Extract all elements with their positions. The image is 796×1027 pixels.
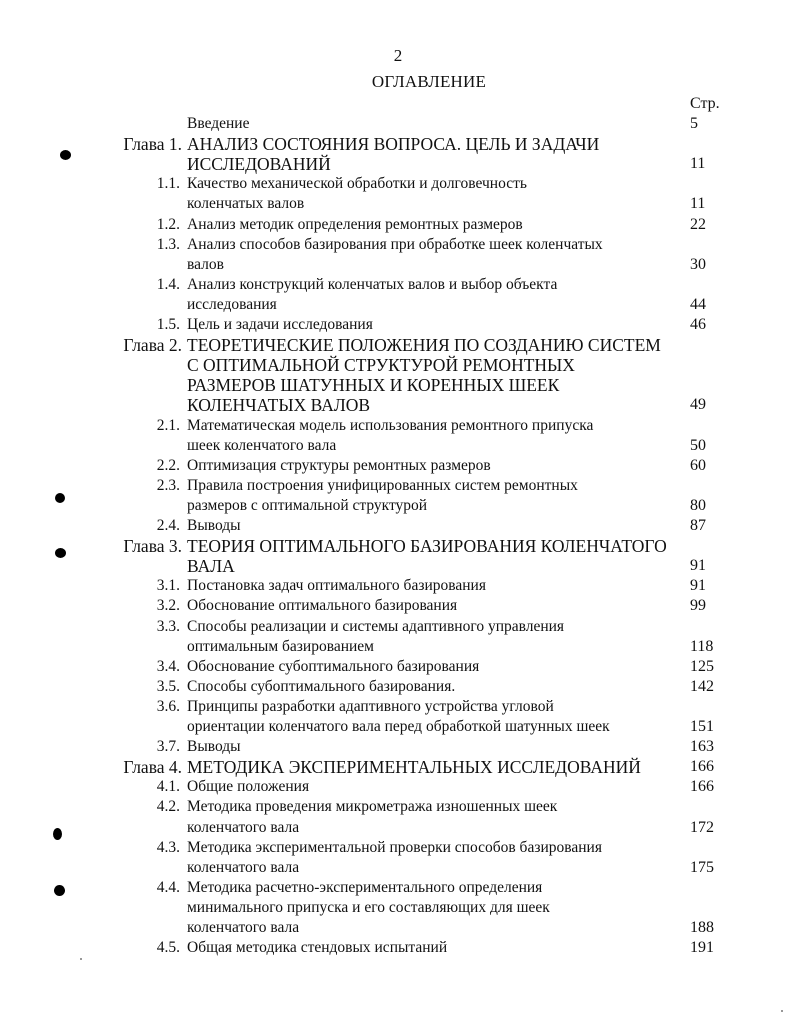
section-number: 3.4. [156, 658, 180, 675]
chapter-title: ВАЛА [187, 556, 235, 576]
page-ref: 125 [690, 658, 714, 675]
section-number: 4.2. [156, 798, 180, 815]
chapter-title: ТЕОРИЯ ОПТИМАЛЬНОГО БАЗИРОВАНИЯ КОЛЕНЧАТОГО [187, 536, 667, 556]
page-ref: 11 [690, 155, 706, 172]
page-ref: 22 [690, 216, 706, 233]
page-ref: 30 [690, 256, 706, 273]
binder-hole-mark [55, 493, 65, 503]
binder-hole-mark [54, 885, 65, 896]
page-ref: 99 [690, 597, 706, 614]
chapter-label: Глава 2. [123, 335, 182, 355]
page-ref: 60 [690, 457, 706, 474]
section-title: шеек коленчатого вала [187, 437, 337, 454]
section-number: 2.2. [156, 457, 180, 474]
section-number: 2.3. [156, 477, 180, 494]
page-ref: 11 [690, 195, 706, 212]
chapter-title: КОЛЕНЧАТЫХ ВАЛОВ [187, 395, 371, 415]
section-title: Принципы разработки адаптивного устройства угловой [187, 698, 554, 715]
section-title: исследования [187, 296, 277, 313]
page-ref: 118 [690, 638, 714, 655]
section-number: 2.4. [156, 517, 180, 534]
section-title: минимального припуска и его составляющих для шеек [187, 899, 550, 916]
section-title: Обоснование оптимального базирования [187, 597, 458, 614]
section-number: 1.3. [156, 236, 180, 253]
chapter-label: Глава 1. [123, 134, 182, 154]
chapter-title: РАЗМЕРОВ ШАТУННЫХ И КОРЕННЫХ ШЕЕК [187, 375, 560, 395]
section-title: Общая методика стендовых испытаний [187, 939, 448, 956]
section-title: Оптимизация структуры ремонтных размеров [187, 457, 491, 474]
chapter-label: Глава 4. [123, 757, 182, 777]
section-title: Способы реализации и системы адаптивного управления [187, 618, 565, 635]
section-title: Математическая модель использования ремонтного припуска [187, 417, 594, 434]
section-title: Введение [187, 115, 250, 132]
page-ref: 175 [690, 859, 714, 876]
toc-title: ОГЛАВЛЕНИЕ [371, 72, 487, 91]
page-ref: 49 [690, 396, 706, 413]
page-ref: 163 [690, 738, 714, 755]
section-title: Выводы [187, 517, 241, 534]
section-number: 2.1. [156, 417, 180, 434]
section-title: Анализ способов базирования при обработке шеек коленчатых [187, 236, 603, 253]
section-number: 1.4. [156, 276, 180, 293]
section-number: 3.7. [156, 738, 180, 755]
section-number: 4.4. [156, 879, 180, 896]
scan-speck [80, 958, 82, 960]
page-ref: 166 [690, 778, 714, 795]
page-ref: 91 [690, 577, 706, 594]
section-number: 3.5. [156, 678, 180, 695]
page-ref: 44 [690, 296, 706, 313]
binder-hole-mark [55, 548, 66, 558]
section-title: Цель и задачи исследования [187, 316, 373, 333]
section-title: Анализ конструкций коленчатых валов и выбор объекта [187, 276, 558, 293]
section-number: 3.6. [156, 698, 180, 715]
chapter-title: С ОПТИМАЛЬНОЙ СТРУКТУРОЙ РЕМОНТНЫХ [187, 355, 575, 375]
section-number: 4.1. [156, 778, 180, 795]
section-title: Обоснование субоптимального базирования [187, 658, 480, 675]
section-title: Постановка задач оптимального базирования [187, 577, 486, 594]
page-ref: 87 [690, 517, 706, 534]
page-ref: 191 [690, 939, 714, 956]
section-title: валов [187, 256, 224, 273]
section-number: 4.3. [156, 839, 180, 856]
section-title: коленчатого вала [187, 819, 300, 836]
page-ref: 166 [690, 758, 714, 775]
page-ref: 188 [690, 919, 714, 936]
binder-hole-mark [60, 150, 71, 160]
section-title: Общие положения [187, 778, 310, 795]
chapter-title: МЕТОДИКА ЭКСПЕРИМЕНТАЛЬНЫХ ИССЛЕДОВАНИЙ [187, 757, 641, 777]
section-title: Методика расчетно-экспериментального определения [187, 879, 543, 896]
page-ref: 5 [690, 115, 698, 132]
chapter-title: ТЕОРЕТИЧЕСКИЕ ПОЛОЖЕНИЯ ПО СОЗДАНИЮ СИСТЕМ [187, 335, 661, 355]
section-title: Методика проведения микрометража изношенных шеек [187, 798, 558, 815]
section-title: Способы субоптимального базирования. [187, 678, 456, 695]
section-number: 3.1. [156, 577, 180, 594]
page-number: 2 [393, 46, 403, 65]
page-ref: 172 [690, 819, 714, 836]
page-ref: 50 [690, 437, 706, 454]
section-title: размеров с оптимальной структурой [187, 497, 428, 514]
chapter-title: ИССЛЕДОВАНИЙ [187, 154, 331, 174]
section-title: Качество механической обработки и долговечность [187, 175, 527, 192]
section-title: коленчатого вала [187, 919, 300, 936]
section-title: оптимальным базированием [187, 638, 374, 655]
section-number: 1.1. [156, 175, 180, 192]
chapter-label: Глава 3. [123, 536, 182, 556]
section-number: 1.5. [156, 316, 180, 333]
section-title: коленчатого вала [187, 859, 300, 876]
chapter-title: АНАЛИЗ СОСТОЯНИЯ ВОПРОСА. ЦЕЛЬ И ЗАДАЧИ [187, 134, 600, 154]
section-title: Методика экспериментальной проверки способов базирования [187, 839, 602, 856]
section-title: коленчатых валов [187, 195, 305, 212]
section-number: 1.2. [156, 216, 180, 233]
section-title: Правила построения унифицированных систем ремонтных [187, 477, 578, 494]
page-column-label: Стр. [690, 95, 720, 112]
scan-speck [781, 1010, 783, 1012]
section-title: Выводы [187, 738, 241, 755]
section-number: 3.3. [156, 618, 180, 635]
page-ref: 91 [690, 557, 706, 574]
page-ref: 142 [690, 678, 714, 695]
page-ref: 46 [690, 316, 706, 333]
page-ref: 80 [690, 497, 706, 514]
section-number: 4.5. [156, 939, 180, 956]
section-number: 3.2. [156, 597, 180, 614]
binder-hole-mark [53, 828, 62, 840]
section-title: ориентации коленчатого вала перед обработкой шатунных шеек [187, 718, 610, 735]
section-title: Анализ методик определения ремонтных размеров [187, 216, 523, 233]
page-ref: 151 [690, 718, 714, 735]
